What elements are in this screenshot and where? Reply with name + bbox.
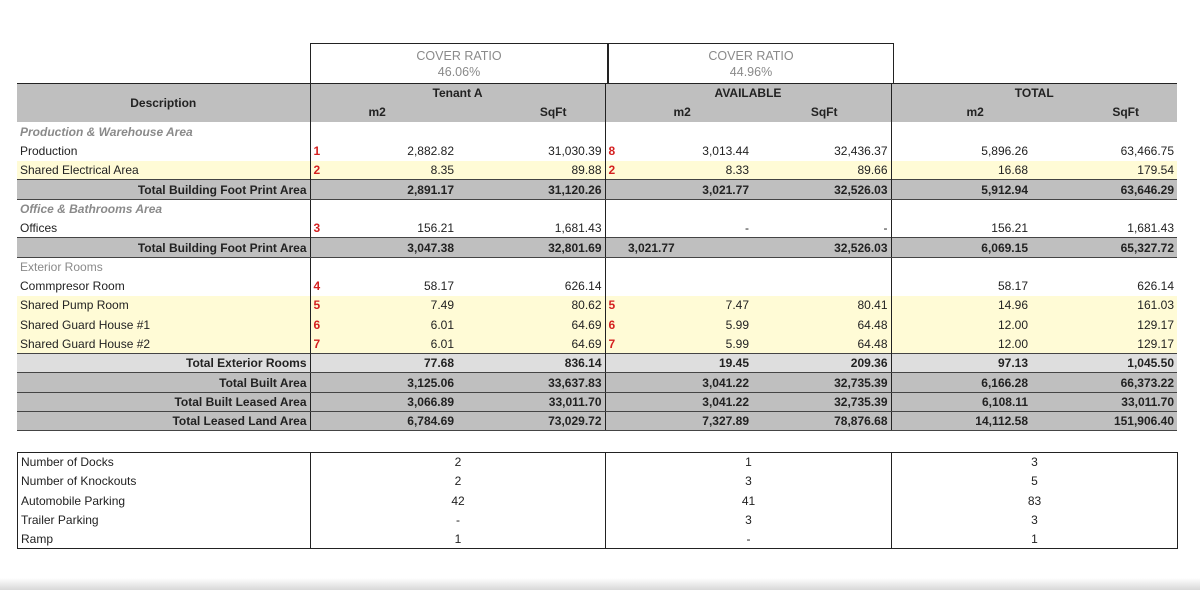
table-row: Automobile Parking 42 41 83 — [18, 491, 1178, 510]
table-row: Shared Guard House #2 7 6.01 64.69 7 5.99 64.48 12.00 129.17 — [17, 334, 1177, 353]
table-row: Number of Docks 2 1 3 — [18, 453, 1178, 472]
row-label: Shared Pump Room — [17, 296, 310, 315]
unit-sqft: SqFt — [539, 105, 567, 120]
section-office — [17, 199, 1177, 218]
row-label: Total Exterior Rooms — [17, 354, 310, 373]
row-label: Total Built Area — [17, 373, 310, 392]
section-title: Production & Warehouse Area — [17, 122, 310, 141]
table-row: Commpresor Room 4 58.17 626.14 58.17 626.14 — [17, 276, 1177, 295]
total-row: Total Leased Land Area 6,784.69 73,029.72 7,327.89 78,876.68 14,112.58 151,906.40 — [17, 412, 1177, 431]
row-label: Number of Knockouts — [18, 472, 311, 491]
row-label: Shared Electrical Area — [17, 161, 310, 180]
header-row-1 — [17, 84, 1177, 103]
row-label: Total Building Foot Print Area — [17, 180, 310, 199]
section-title: Office & Bathrooms Area — [17, 199, 310, 218]
facilities-table — [17, 452, 1178, 549]
section-production — [17, 122, 1177, 141]
row-label: Commpresor Room — [17, 276, 310, 295]
row-label: Total Built Leased Area — [17, 392, 310, 411]
description-header: Description — [17, 84, 310, 123]
cover-ratio-label: COVER RATIO — [416, 49, 502, 63]
table-row: Number of Knockouts 2 3 5 — [18, 472, 1178, 491]
unit-m2: m2 — [368, 105, 386, 120]
table-row: Shared Electrical Area 2 8.35 89.88 2 8.33 89.66 16.68 179.54 — [17, 161, 1177, 180]
bottom-shadow — [0, 578, 1200, 590]
row-label: Total Building Foot Print Area — [17, 238, 310, 257]
row-label: Ramp — [18, 530, 311, 549]
section-title: Exterior Rooms — [17, 257, 310, 276]
table-row: Shared Pump Room 5 7.49 80.62 5 7.47 80.41 14.96 161.03 — [17, 296, 1177, 315]
row-label: Number of Docks — [18, 453, 311, 472]
available-header: AVAILABLE — [605, 84, 891, 103]
cover-ratio-tenant — [310, 43, 608, 83]
row-label: Total Leased Land Area — [17, 412, 310, 431]
table-row: Shared Guard House #1 6 6.01 64.69 6 5.99 64.48 12.00 129.17 — [17, 315, 1177, 334]
total-row: Total Building Foot Print Area 3,047.38 32,801.69 3,021.77 32,526.03 6,069.15 65,327.72 — [17, 238, 1177, 257]
row-label: Shared Guard House #2 — [17, 334, 310, 353]
table-row: Ramp 1 - 1 — [18, 530, 1178, 549]
cover-ratio-label: COVER RATIO — [708, 49, 794, 63]
total-header: TOTAL — [891, 84, 1177, 103]
cover-ratio-value: 44.96% — [729, 65, 773, 79]
unit-m2: m2 — [966, 105, 984, 120]
cover-ratio-available — [608, 43, 894, 83]
section-exterior — [17, 257, 1177, 276]
row-label: Production — [17, 141, 310, 160]
row-label: Automobile Parking — [18, 491, 311, 510]
row-label: Shared Guard House #1 — [17, 315, 310, 334]
tenant-header: Tenant A — [310, 84, 605, 103]
total-row: Total Building Foot Print Area 2,891.17 31,120.26 3,021.77 32,526.03 5,912.94 63,646.29 — [17, 180, 1177, 199]
table-row: Production 1 2,882.82 31,030.39 8 3,013.44 32,436.37 5,896.26 63,466.75 — [17, 141, 1177, 160]
row-label: Trailer Parking — [18, 510, 311, 529]
table-row: Trailer Parking - 3 3 — [18, 510, 1178, 529]
cover-ratio-value: 46.06% — [437, 65, 481, 79]
unit-sqft: SqFt — [810, 105, 838, 120]
total-row: Total Exterior Rooms 77.68 836.14 19.45 209.36 97.13 1,045.50 — [17, 354, 1177, 373]
total-row: Total Built Leased Area 3,066.89 33,011.70 3,041.22 32,735.39 6,108.11 33,011.70 — [17, 392, 1177, 411]
total-row: Total Built Area 3,125.06 33,637.83 3,041.22 32,735.39 6,166.28 66,373.22 — [17, 373, 1177, 392]
unit-sqft: SqFt — [1112, 105, 1139, 120]
area-table — [17, 83, 1177, 431]
row-label: Offices — [17, 219, 310, 238]
unit-m2: m2 — [673, 105, 691, 120]
table-row: Offices 3 156.21 1,681.43 - - 156.21 1,681.43 — [17, 219, 1177, 238]
